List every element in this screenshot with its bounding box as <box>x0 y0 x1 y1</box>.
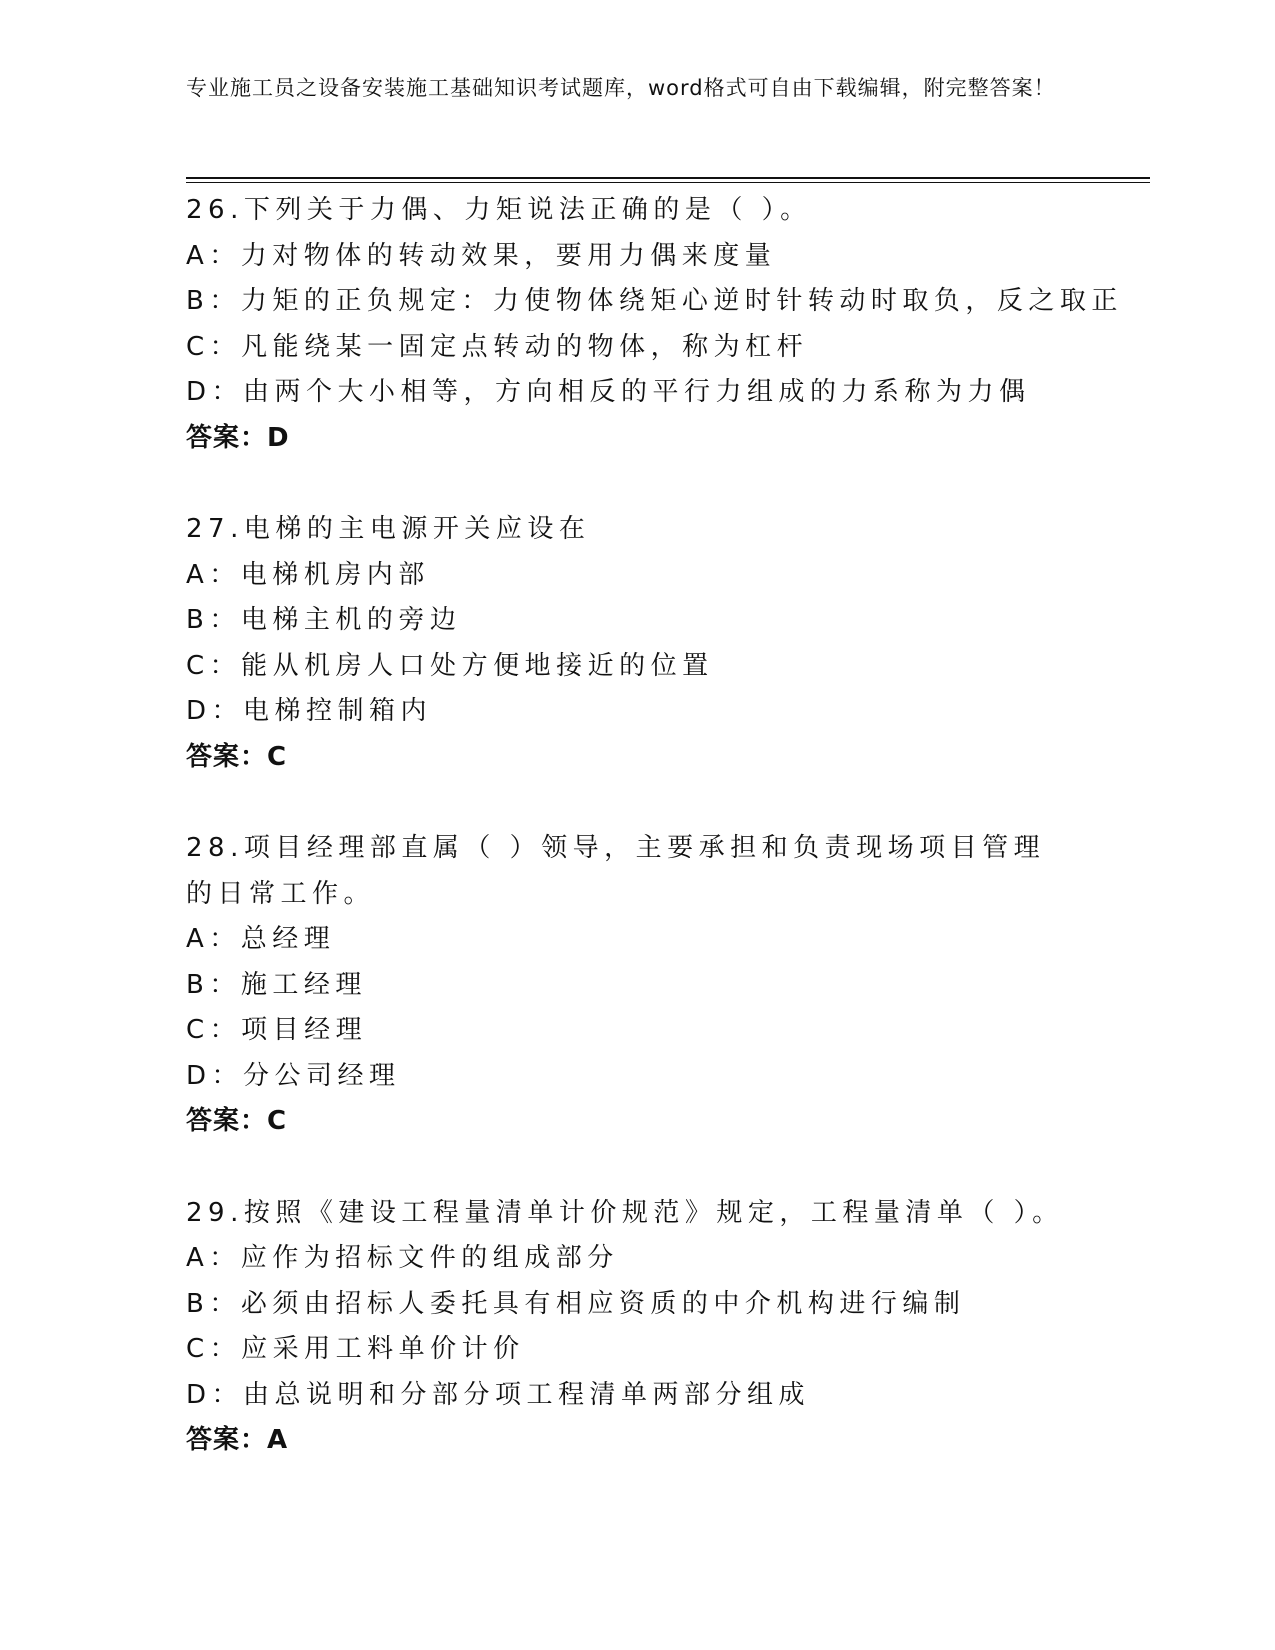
answer: 答案：D <box>186 422 290 453</box>
option-c: C：能从机房人口处方便地接近的位置 <box>186 650 714 681</box>
option-d: D：由总说明和分部分项工程清单两部分组成 <box>186 1379 811 1410</box>
question-stem: 26.下列关于力偶、力矩说法正确的是（ ）。 <box>186 195 812 225</box>
option-c: C：项目经理 <box>186 1015 368 1045</box>
option-b: B：施工经理 <box>186 969 367 1000</box>
question-stem: 28.项目经理部直属（ ）领导，主要承担和负责现场项目管理的日常工作。 <box>186 833 1046 909</box>
answer: 答案：C <box>186 1106 288 1136</box>
option-b: B：电梯主机的旁边 <box>186 605 462 635</box>
answer: 答案：C <box>186 741 288 772</box>
option-a: A：应作为招标文件的组成部分 <box>186 1243 619 1273</box>
question-stem: 27.电梯的主电源开关应设在 <box>186 514 591 544</box>
question-list <box>186 188 1123 1510</box>
header-rule-thin <box>186 182 1150 183</box>
document-header: 专业施工员之设备安装施工基础知识考试题库，word格式可自由下载编辑，附完整答案！ <box>186 76 1056 100</box>
question-26 <box>186 188 1123 461</box>
option-a: A：电梯机房内部 <box>186 559 430 590</box>
question-stem: 29.按照《建设工程量清单计价规范》规定，工程量清单（ ）。 <box>186 1197 1064 1228</box>
header-rule-thick <box>186 177 1150 179</box>
option-c: C：凡能绕某一固定点转动的物体，称为杠杆 <box>186 331 809 362</box>
question-28 <box>186 826 1086 1145</box>
question-27 <box>186 507 1086 780</box>
question-29 <box>186 1191 1086 1464</box>
option-b: B：力矩的正负规定：力使物体绕矩心逆时针转动时取负，反之取正 <box>186 286 1123 316</box>
option-d: D：电梯控制箱内 <box>186 696 433 726</box>
option-d: D：由两个大小相等，方向相反的平行力组成的力系称为力偶 <box>186 377 1031 407</box>
answer: 答案：A <box>186 1425 289 1455</box>
option-a: A：力对物体的转动效果，要用力偶来度量 <box>186 240 777 271</box>
option-b: B：必须由招标人委托具有相应资质的中介机构进行编制 <box>186 1288 966 1319</box>
option-d: D：分公司经理 <box>186 1060 401 1091</box>
option-a: A：总经理 <box>186 924 336 954</box>
option-c: C：应采用工料单价计价 <box>186 1334 525 1364</box>
